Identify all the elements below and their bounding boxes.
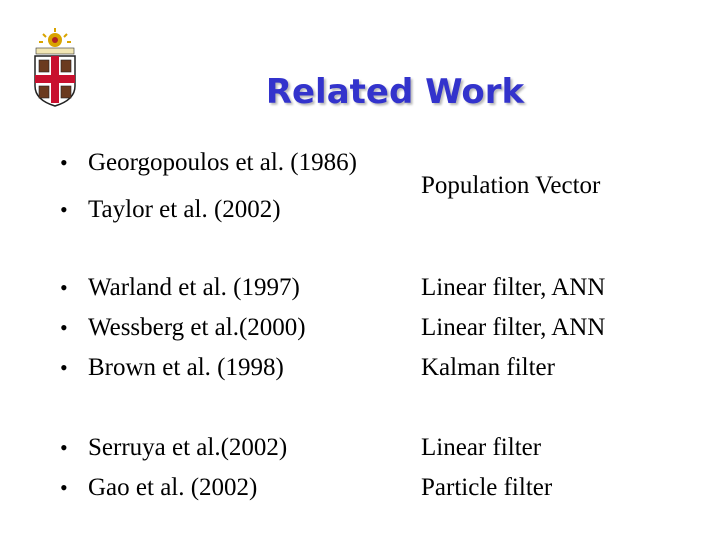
list-item	[0, 268, 720, 308]
bullet: •	[60, 315, 68, 340]
bullet: •	[60, 435, 68, 460]
method-label: Particle filter	[421, 474, 553, 501]
slide-title: Related Work	[265, 72, 525, 112]
bullet: •	[60, 355, 68, 380]
bullet: •	[60, 475, 68, 500]
sun-icon	[39, 28, 71, 47]
method-label: Linear filter	[421, 434, 542, 461]
method-label: Linear filter, ANN	[421, 314, 606, 341]
bullet: •	[60, 275, 68, 300]
author-citation: Warland et al. (1997)	[88, 274, 300, 301]
author-citation: Gao et al. (2002)	[88, 474, 258, 501]
list-item	[0, 308, 720, 348]
method-label: Linear filter, ANN	[421, 274, 606, 301]
list-item	[0, 428, 720, 468]
method-label: Kalman filter	[421, 354, 555, 381]
author-citation: Brown et al. (1998)	[88, 354, 284, 381]
author-citation: Wessberg et al.(2000)	[88, 314, 306, 341]
method-label: Population Vector	[421, 172, 601, 199]
list-item	[0, 468, 720, 508]
bullet: •	[60, 197, 68, 222]
list-item	[0, 348, 720, 388]
author-citation: Georgopoulos et al. (1986)	[88, 149, 357, 176]
author-citation: Serruya et al.(2002)	[88, 434, 288, 461]
bullet: •	[60, 150, 68, 175]
list-item	[0, 190, 720, 230]
author-citation: Taylor et al. (2002)	[88, 196, 281, 223]
